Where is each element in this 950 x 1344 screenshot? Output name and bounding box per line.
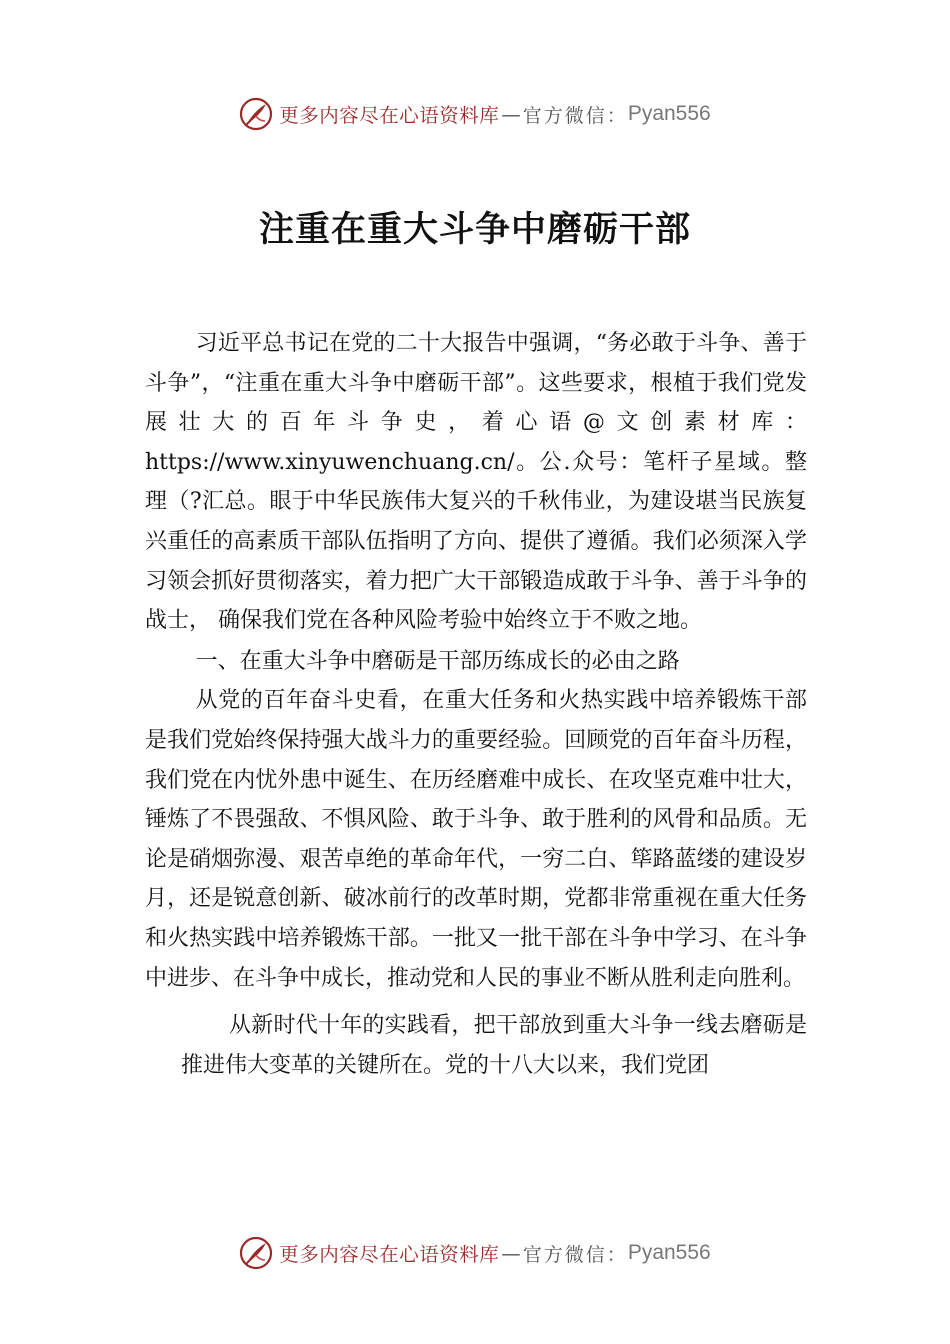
document-title: 注重在重大斗争中磨砺干部 (258, 210, 691, 250)
banner-text: 更多内容尽在心语资料库 (279, 1243, 500, 1266)
banner-wechat-label: 官方微信： (522, 1243, 628, 1266)
document-body (145, 324, 807, 1085)
banner-separator: — (501, 1241, 521, 1265)
quill-pen-logo-icon (239, 1236, 273, 1270)
section-paragraph-2: 从新时代十年的实践看，把干部放到重大斗争一线去磨砺是推进伟大变革的关键所在。党的十八大以来，我们党团 (181, 1013, 807, 1078)
banner-text: 更多内容尽在心语资料库 (279, 104, 500, 127)
quill-pen-logo-icon (239, 97, 273, 131)
section-heading: 一、在重大斗争中磨砺是干部历练成长的必由之路 (195, 648, 680, 674)
footer-banner (0, 1231, 950, 1275)
banner-wechat-label: 官方微信： (522, 104, 628, 127)
banner-wechat-id: Pyan556 (627, 1241, 711, 1264)
intro-paragraph: 习近平总书记在党的二十大报告中强调，“务必敢于斗争、善于斗争”，“注重在重大斗争中磨砺干部”。这些要求，根植于我们党发展壮大的百年斗争史，着心语@文创素材库：https://www.xinyuwenchuang.cn/。公.众号：笔杆子星域。整理（?汇总。眼于中华民族伟大复兴的千秋伟业，为建设堪当民族复兴重任的高素质干部队伍指明了方向、提供了遵循。我们必须深入学习领会抓好贯彻落实，着力把广大干部锻造成敢于斗争、善于斗争的战士， 确保我们党在各种风险考验中始终立于不败之地。 (145, 331, 807, 634)
banner-wechat-id: Pyan556 (627, 102, 711, 125)
section-paragraph: 从党的百年奋斗史看，在重大任务和火热实践中培养锻炼干部是我们党始终保持强大战斗力的重要经验。回顾党的百年奋斗历程，我们党在内忧外患中诞生、在历经磨难中成长、在攻坚克难中壮大，锤炼了不畏强敌、不惧风险、敢于斗争、敢于胜利的风骨和品质。无论是硝烟弥漫、艰苦卓绝的革命年代，一穷二白、筚路蓝缕的建设岁月，还是锐意创新、破冰前行的改革时期，党都非常重视在重大任务和火热实践中培养锻炼干部。一批又一批干部在斗争中学习、在斗争中进步、在斗争中成长，推动党和人民的事业不断从胜利走向胜利。 (145, 688, 807, 991)
banner-separator: — (501, 102, 521, 126)
header-banner (0, 92, 950, 136)
